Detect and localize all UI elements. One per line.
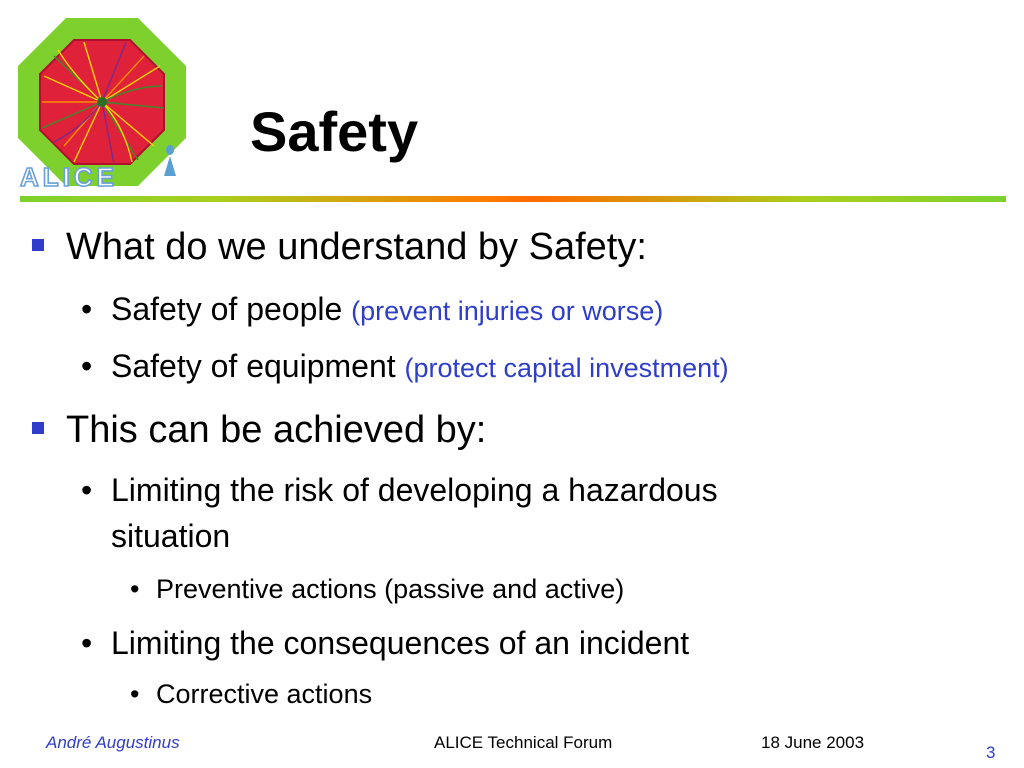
bullet-1-2-text: Safety of equipment — [111, 348, 396, 384]
bullet-1-1 — [81, 286, 911, 332]
page-number: 3 — [986, 743, 996, 762]
dot-bullet-icon: • — [81, 291, 93, 327]
bullet-2-2-text: Limiting the consequences of an incident — [111, 625, 690, 661]
footer-forum: ALICE Technical Forum — [434, 733, 613, 752]
bullet-2-2-1 — [130, 678, 373, 710]
bullet-2-1-line1: Limiting the risk of developing a hazardous — [111, 472, 718, 508]
bullet-1-1-note: (prevent injuries or worse) — [351, 296, 664, 326]
bullet-2-text: This can be achieved by: — [66, 409, 487, 451]
bullet-2-1 — [81, 467, 911, 560]
dot-bullet-icon: • — [130, 679, 140, 709]
bullet-2-2-1-text: Corrective actions — [156, 679, 373, 709]
footer-date: 18 June 2003 — [761, 733, 865, 752]
bullet-2-1-line2: situation — [111, 518, 231, 555]
bullet-1-2-note: (protect capital investment) — [404, 353, 729, 383]
bullet-1 — [66, 226, 647, 270]
svg-text:ALICE: ALICE — [20, 162, 118, 188]
bullet-1-text: What do we understand by Safety: — [66, 226, 647, 268]
alice-logo — [14, 16, 190, 188]
bullet-2-2 — [81, 620, 911, 666]
dot-bullet-icon: • — [81, 348, 93, 384]
square-bullet-icon — [32, 239, 44, 251]
footer-author: André Augustinus — [46, 733, 180, 752]
square-bullet-icon — [32, 422, 44, 434]
bullet-2-1-1 — [130, 573, 625, 605]
dot-bullet-icon: • — [81, 472, 93, 508]
bullet-2-1-1-text: Preventive actions (passive and active) — [156, 574, 625, 604]
dot-bullet-icon: • — [81, 625, 93, 661]
bullet-1-2 — [81, 343, 911, 389]
slide-title: Safety — [250, 100, 419, 163]
title-divider — [20, 196, 1006, 202]
dot-bullet-icon: • — [130, 574, 140, 604]
bullet-2 — [66, 409, 486, 453]
bullet-1-1-text: Safety of people — [111, 291, 343, 327]
